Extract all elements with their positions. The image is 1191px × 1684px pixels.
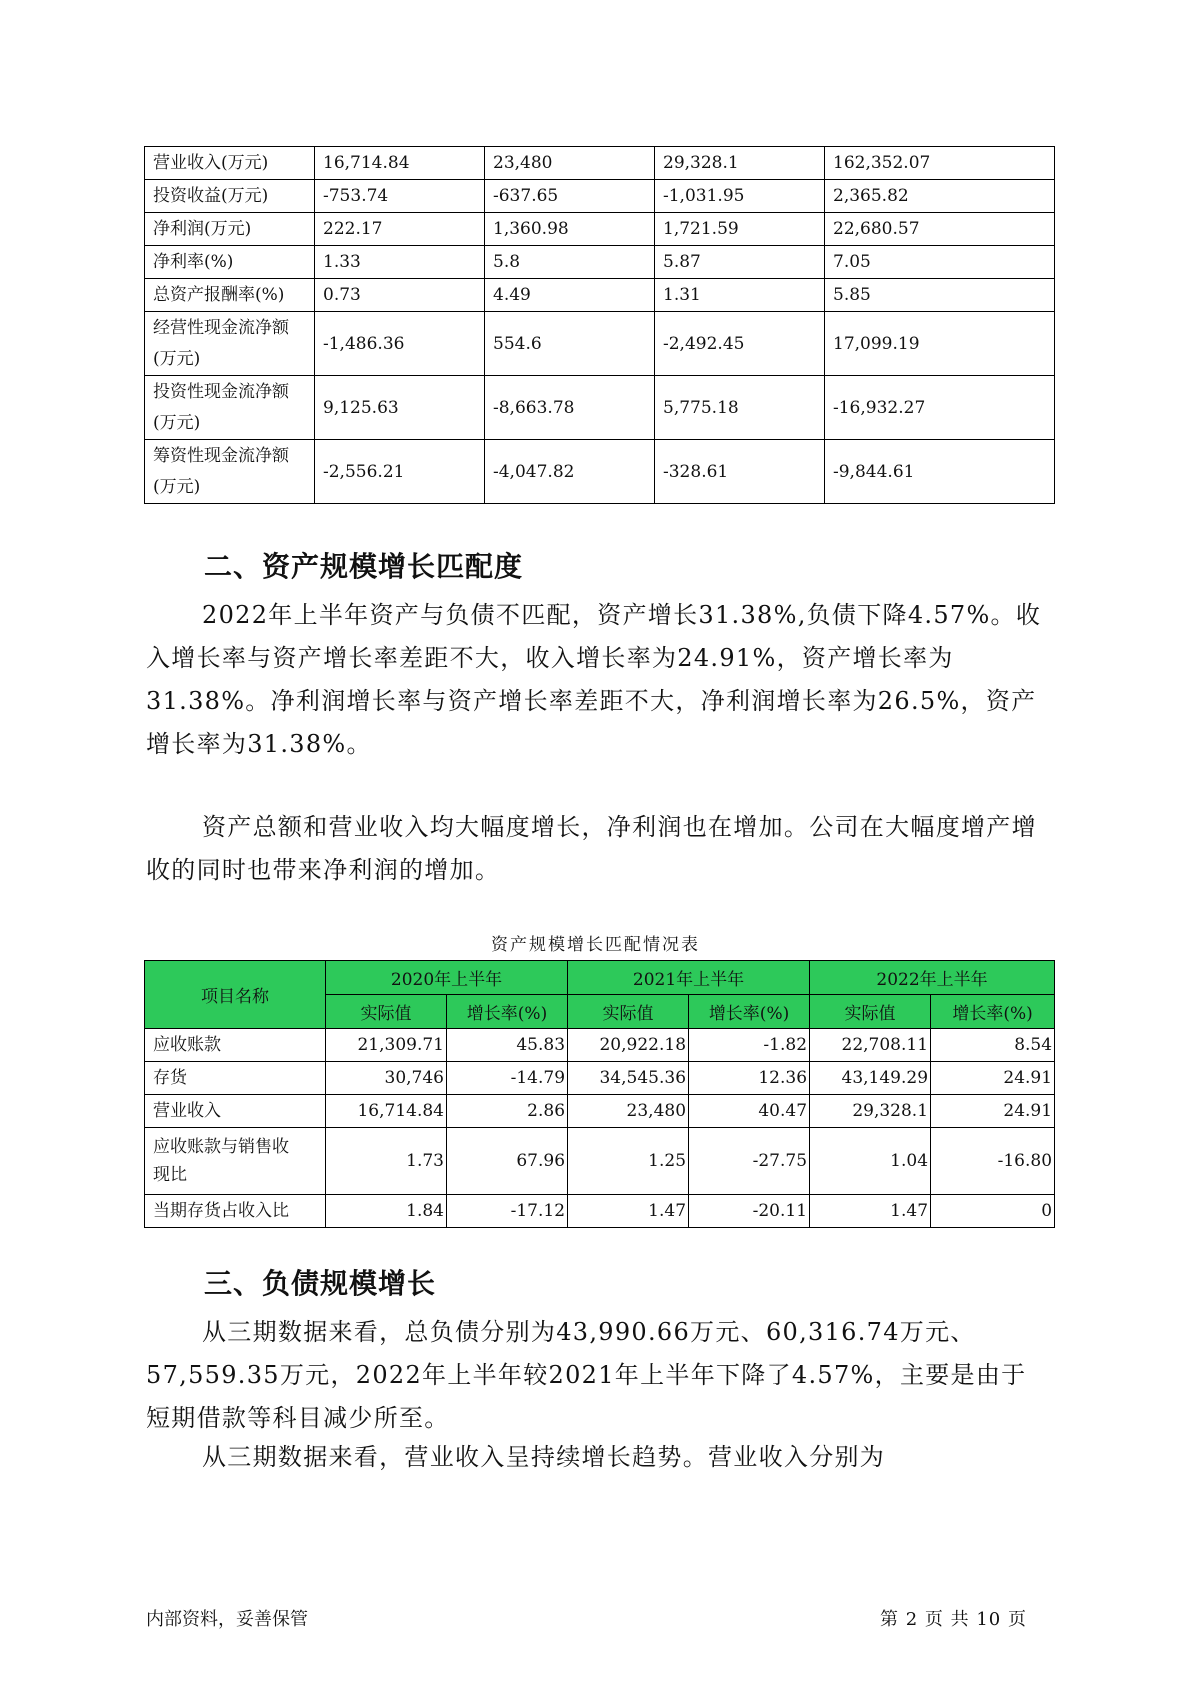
cell-value: 5.87	[655, 246, 825, 279]
cell-value: 2,365.82	[825, 180, 1055, 213]
page-number: 第 2 页 共 10 页	[880, 1609, 1027, 1630]
table-row	[145, 1095, 1055, 1128]
cell-value: 29,328.1	[810, 1095, 931, 1128]
cell-value: 21,309.71	[326, 1029, 447, 1062]
header-period: 2020年上半年	[326, 961, 568, 995]
cell-value: -27.75	[689, 1128, 810, 1195]
row-label: 净利润(万元)	[145, 213, 315, 246]
cell-value: 5,775.18	[655, 376, 825, 440]
row-label	[145, 1128, 326, 1195]
row-label: 营业收入(万元)	[145, 147, 315, 180]
cell-value: -328.61	[655, 440, 825, 504]
asset-growth-match-table	[144, 960, 1055, 1228]
cell-value: 222.17	[315, 213, 485, 246]
cell-value: 45.83	[447, 1029, 568, 1062]
cell-value: 5.8	[485, 246, 655, 279]
cell-value: 1.84	[326, 1195, 447, 1228]
header-growth: 增长率(%)	[447, 995, 568, 1029]
section-heading: 三、负债规模增长	[204, 1267, 437, 1300]
table-row	[145, 213, 1055, 246]
footer-confidential-note: 内部资料，妥善保管	[146, 1609, 308, 1630]
row-label-line2: 现比	[153, 1165, 187, 1185]
row-label-line2: (万元)	[153, 348, 201, 369]
cell-value: 24.91	[931, 1095, 1055, 1128]
table-row	[145, 1128, 1055, 1195]
cell-value: 1.33	[315, 246, 485, 279]
cell-value: -17.12	[447, 1195, 568, 1228]
header-actual: 实际值	[326, 995, 447, 1029]
cell-value: 22,708.11	[810, 1029, 931, 1062]
header-item-name: 项目名称	[145, 961, 326, 1029]
table-row	[145, 440, 1055, 504]
cell-value: -2,556.21	[315, 440, 485, 504]
cell-value: 1.25	[568, 1128, 689, 1195]
cell-value: 554.6	[485, 312, 655, 376]
cell-value: 8.54	[931, 1029, 1055, 1062]
table-row	[145, 246, 1055, 279]
cell-value: -1,486.36	[315, 312, 485, 376]
header-row	[145, 961, 1055, 995]
table-row	[145, 180, 1055, 213]
cell-value: 2.86	[447, 1095, 568, 1128]
cell-value: -9,844.61	[825, 440, 1055, 504]
cell-value: 16,714.84	[315, 147, 485, 180]
cell-value: 0	[931, 1195, 1055, 1228]
cell-value: 1.04	[810, 1128, 931, 1195]
section-heading: 二、资产规模增长匹配度	[204, 550, 524, 583]
header-growth: 增长率(%)	[689, 995, 810, 1029]
cell-value: 4.49	[485, 279, 655, 312]
cell-value: 20,922.18	[568, 1029, 689, 1062]
cell-value: 1.47	[568, 1195, 689, 1228]
header-growth: 增长率(%)	[931, 995, 1055, 1029]
cell-value: 5.85	[825, 279, 1055, 312]
paragraph: 从三期数据来看，总负债分别为43,990.66万元、60,316.74万元、57,559.35万元，2022年上半年较2021年上半年下降了4.57%，主要是由于短期借款等科目减少所至。	[146, 1318, 1027, 1432]
row-label-line1: 筹资性现金流净额	[153, 445, 289, 466]
row-label: 应收账款	[145, 1029, 326, 1062]
cell-value: 1.73	[326, 1128, 447, 1195]
table-row	[145, 1062, 1055, 1095]
cell-value: -1,031.95	[655, 180, 825, 213]
header-actual: 实际值	[810, 995, 931, 1029]
row-label-line1: 投资性现金流净额	[153, 381, 289, 402]
cell-value: 12.36	[689, 1062, 810, 1095]
row-label: 净利率(%)	[145, 246, 315, 279]
row-label	[145, 376, 315, 440]
cell-value: -637.65	[485, 180, 655, 213]
cell-value: 34,545.36	[568, 1062, 689, 1095]
row-label: 投资收益(万元)	[145, 180, 315, 213]
cell-value: -14.79	[447, 1062, 568, 1095]
header-actual: 实际值	[568, 995, 689, 1029]
cell-value: 9,125.63	[315, 376, 485, 440]
row-label	[145, 440, 315, 504]
cell-value: 1,360.98	[485, 213, 655, 246]
cell-value: 0.73	[315, 279, 485, 312]
row-label-line2: (万元)	[153, 476, 201, 497]
cell-value: -16,932.27	[825, 376, 1055, 440]
row-label	[145, 312, 315, 376]
cell-value: -753.74	[315, 180, 485, 213]
cell-value: 23,480	[485, 147, 655, 180]
cell-value: 1.31	[655, 279, 825, 312]
cell-value: 1,721.59	[655, 213, 825, 246]
row-label: 营业收入	[145, 1095, 326, 1128]
cell-value: -2,492.45	[655, 312, 825, 376]
cell-value: 162,352.07	[825, 147, 1055, 180]
table-row	[145, 312, 1055, 376]
cell-value: 30,746	[326, 1062, 447, 1095]
table-row	[145, 147, 1055, 180]
cell-value: -8,663.78	[485, 376, 655, 440]
header-period: 2022年上半年	[810, 961, 1055, 995]
cell-value: 17,099.19	[825, 312, 1055, 376]
cell-value: -16.80	[931, 1128, 1055, 1195]
cell-value: -20.11	[689, 1195, 810, 1228]
row-label-line1: 经营性现金流净额	[153, 317, 289, 338]
cell-value: -1.82	[689, 1029, 810, 1062]
cell-value: 40.47	[689, 1095, 810, 1128]
row-label: 当期存货占收入比	[145, 1195, 326, 1228]
row-label: 存货	[145, 1062, 326, 1095]
financial-summary-table	[144, 146, 1055, 504]
cell-value: -4,047.82	[485, 440, 655, 504]
table-row	[145, 1029, 1055, 1062]
cell-value: 67.96	[447, 1128, 568, 1195]
cell-value: 7.05	[825, 246, 1055, 279]
paragraph: 2022年上半年资产与负债不匹配，资产增长31.38%,负债下降4.57%。收入增长率与资产增长率差距不大，收入增长率为24.91%，资产增长率为31.38%。净利润增长率与资产增长率差距不大，净利润增长率为26.5%，资产增长率为31.38%。	[146, 601, 1042, 758]
cell-value: 1.47	[810, 1195, 931, 1228]
cell-value: 43,149.29	[810, 1062, 931, 1095]
cell-value: 22,680.57	[825, 213, 1055, 246]
table-row	[145, 279, 1055, 312]
row-label: 总资产报酬率(%)	[145, 279, 315, 312]
row-label-line2: (万元)	[153, 412, 201, 433]
cell-value: 16,714.84	[326, 1095, 447, 1128]
cell-value: 29,328.1	[655, 147, 825, 180]
paragraph: 从三期数据来看，营业收入呈持续增长趋势。营业收入分别为	[202, 1443, 886, 1471]
paragraph: 资产总额和营业收入均大幅度增长，净利润也在增加。公司在大幅度增产增收的同时也带来净利润的增加。	[146, 813, 1037, 884]
table-row	[145, 1195, 1055, 1228]
cell-value: 24.91	[931, 1062, 1055, 1095]
row-label-line1: 应收账款与销售收	[153, 1137, 289, 1157]
header-period: 2021年上半年	[568, 961, 810, 995]
table-row	[145, 376, 1055, 440]
table-caption: 资产规模增长匹配情况表	[491, 935, 700, 955]
cell-value: 23,480	[568, 1095, 689, 1128]
